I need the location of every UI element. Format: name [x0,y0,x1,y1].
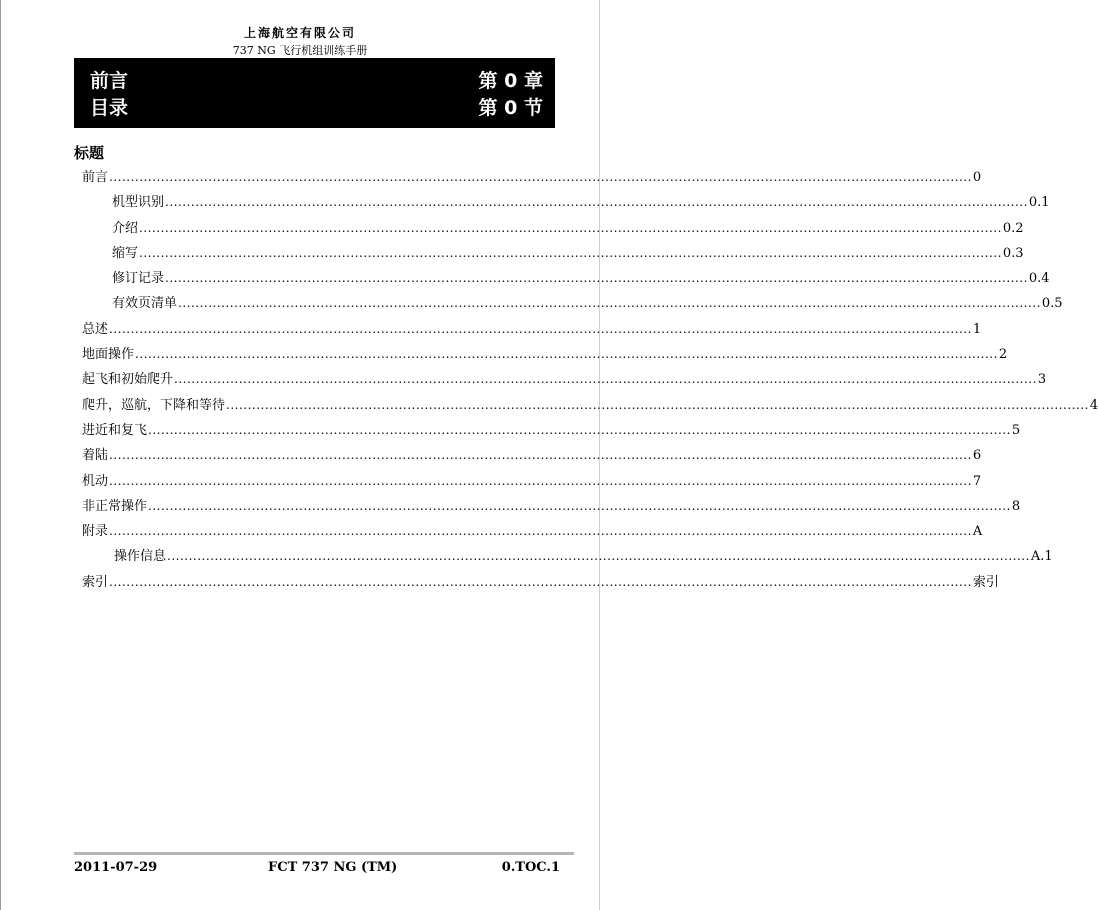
toc-dot-leader: ........................................................................................................................................................................................................ [167,549,1030,564]
section-heading: 标题 [74,144,105,162]
toc-entry-page: 0 [972,170,982,185]
toc-entry-title: 爬升，巡航，下降和等待 [82,397,226,413]
toc-entry[interactable] [82,318,982,343]
toc-entry[interactable] [82,419,1021,444]
banner-chapter-number: 第 0 章 [478,70,543,92]
toc-entry-title: 机型识别 [112,195,165,211]
toc-entry-title: 有效页清单 [112,296,178,312]
toc-dot-leader: ........................................................................................................................................................................................................ [174,372,1037,387]
banner-section-title: 目录 [90,97,129,119]
toc-dot-leader: ........................................................................................................................................................................................................ [109,170,972,184]
toc-dot-leader: ........................................................................................................................................................................................................ [139,245,1002,260]
toc-entry[interactable] [82,191,1050,216]
toc-entry[interactable] [82,343,1008,368]
toc-entry-title: 操作信息 [114,549,167,565]
manual-title: 737 NG 飞行机组训练手册 [232,44,368,57]
toc-entry-page: 0.5 [1041,296,1063,312]
toc-entry-page: 3 [1037,372,1047,388]
toc-entry-title: 起飞和初始爬升 [82,372,174,388]
banner-chapter-title: 前言 [90,70,129,92]
toc-entry-title: 进近和复飞 [82,422,148,438]
toc-entry-title: 缩写 [112,245,139,261]
toc-dot-leader: ........................................................................................................................................................................................................ [109,574,972,589]
toc-dot-leader: ........................................................................................................................................................................................................ [135,347,998,362]
toc-entry[interactable] [82,545,1053,570]
toc-entry-page: 6 [972,448,982,464]
toc-entry[interactable] [82,267,1050,292]
toc-entry[interactable] [82,292,1063,317]
toc-entry-title: 着陆 [82,448,109,464]
toc-entry-page: 5 [1011,422,1021,438]
footer-date: 2011-07-29 [74,860,158,875]
toc-entry-page: 7 [972,473,982,489]
toc-entry-page: 8 [1011,498,1021,514]
banner-section-number: 第 0 节 [478,97,543,119]
toc-entry-page: 4 [1089,397,1098,413]
toc-entry-page: A [972,524,983,540]
toc-entry[interactable] [82,520,983,545]
toc-dot-leader: ........................................................................................................................................................................................................ [109,524,972,539]
toc-entry[interactable] [82,495,1021,520]
toc-entry-page: 索引 [972,574,999,590]
toc-entry[interactable] [82,444,982,469]
toc-entry-page: 0.4 [1028,271,1050,287]
toc-dot-leader: ........................................................................................................................................................................................................ [139,220,1002,235]
toc-entry[interactable] [82,242,1024,267]
toc-entry-page: 0.1 [1028,195,1050,211]
toc-entry-title: 附录 [82,524,109,540]
footer-page-number: 0.TOC.1 [501,860,560,875]
toc-entry-title: 前言 [82,170,109,185]
toc-entry-title: 介绍 [112,220,139,236]
table-of-contents [82,166,1098,596]
footer-rule [74,852,574,855]
banner-row-bottom [90,93,543,120]
toc-entry-title: 机动 [82,473,109,489]
toc-dot-leader: ........................................................................................................................................................................................................ [148,422,1011,437]
toc-entry[interactable] [82,368,1047,393]
toc-entry[interactable] [82,217,1024,242]
banner-row-top [90,66,543,93]
toc-entry-title: 非正常操作 [82,498,148,514]
toc-entry-title: 地面操作 [82,347,135,363]
toc-dot-leader: ........................................................................................................................................................................................................ [178,296,1041,311]
toc-dot-leader: ........................................................................................................................................................................................................ [226,397,1089,412]
toc-entry-title: 总述 [82,321,109,337]
footer-document-code: FCT 737 NG (TM) [268,860,398,875]
toc-dot-leader: ........................................................................................................................................................................................................ [148,498,1011,513]
toc-dot-leader: ........................................................................................................................................................................................................ [165,195,1028,210]
toc-dot-leader: ........................................................................................................................................................................................................ [109,448,972,463]
toc-entry-title: 索引 [82,574,109,590]
toc-dot-leader: ........................................................................................................................................................................................................ [109,321,972,336]
toc-entry[interactable] [82,394,1098,419]
toc-entry-page: 2 [998,347,1008,363]
toc-entry-page: 0.3 [1002,245,1024,261]
toc-entry-page: 1 [972,321,982,337]
toc-dot-leader: ........................................................................................................................................................................................................ [165,271,1028,286]
toc-entry[interactable] [82,166,982,191]
toc-dot-leader: ........................................................................................................................................................................................................ [109,473,972,488]
company-name: 上海航空有限公司 [243,26,356,40]
toc-entry-page: 0.2 [1002,220,1024,236]
toc-entry[interactable] [82,470,982,495]
toc-entry[interactable] [82,571,999,596]
toc-entry-title: 修订记录 [112,271,165,287]
page-edge-left [0,0,1,910]
chapter-banner [74,58,555,128]
toc-entry-page: A.1 [1030,549,1053,565]
